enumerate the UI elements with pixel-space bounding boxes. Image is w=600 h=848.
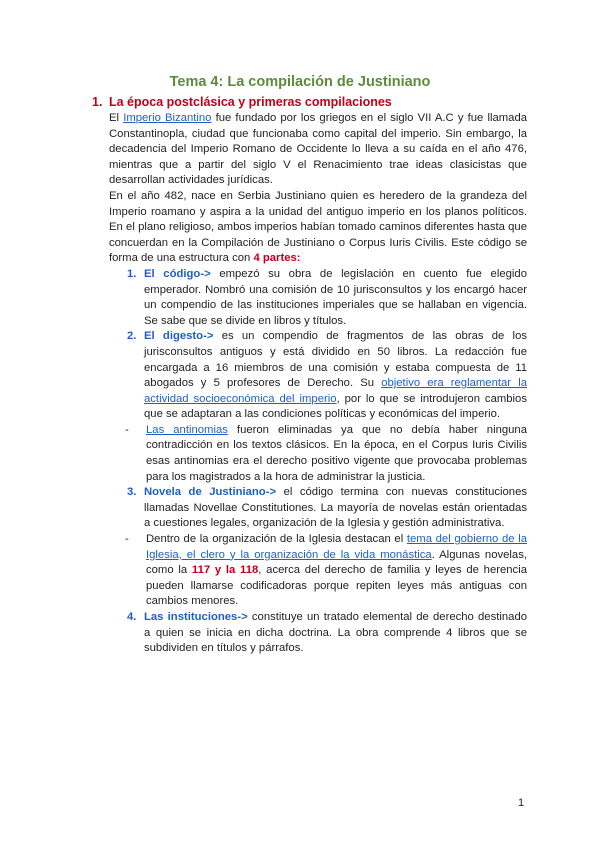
sub-item-text (146, 532, 527, 610)
sub-item-body: fueron eliminadas ya que no debía haber ninguna contradicción en los textos clásicos. En la época, en el Corpus Iuris Civilis esas antinomias era el derecho positivo vigente que provocaba problemas para los magistrados a la hora de administrar la justicia. (146, 423, 527, 483)
paragraph-2 (109, 189, 527, 267)
novelas-highlight: 117 y la 118 (191, 564, 259, 577)
parts-list-continued (109, 485, 527, 532)
section-heading-text: La época postclásica y primeras compilaciones (109, 95, 392, 109)
page-number: 1 (518, 797, 525, 809)
section-body (109, 111, 527, 657)
section-heading (92, 94, 542, 110)
list-item-label: Novela de Justiniano-> (144, 486, 277, 499)
paragraph-1-pre: El (109, 112, 124, 124)
list-item-instituciones (127, 610, 527, 657)
list-marker: 1. (127, 267, 137, 280)
section-number: 1. (92, 95, 103, 109)
list-item-body: es un compendio de fragmentos de las obras de los jurisconsultos antiguos y está dividido en 50 libros. La redacción fue encargada a 16 miembros de una comisión y estaba compuesta de 11 abogados y 5 profesores de Derecho. Su (144, 330, 528, 390)
list-item-novela (127, 485, 527, 532)
list-item-label: El digesto-> (144, 330, 214, 343)
list-item-body: empezó su obra de legislación en cuento fue elegido emperador. Nombró una comisión de 10 jurisconsultos y los encargó hacer un compendio de las instituciones imperiales que se hallaban en vigencia. Se sabe que se divide en libros y títulos. (144, 267, 527, 327)
parts-list-final (109, 610, 527, 657)
paragraph-2-highlight: 4 partes: (253, 252, 301, 265)
sub-item-body: Dentro de la organización de la Iglesia destacan el (146, 533, 407, 546)
parts-list (109, 267, 527, 423)
list-item-body-end: , por lo que se introdujeron cambios que se adaptaran a las condiciones políticas y económicas del imperio. (144, 392, 527, 421)
paragraph-1 (109, 111, 527, 189)
sub-item-body-mid: . Algunas novelas, como la (146, 548, 528, 577)
list-marker: 4. (127, 611, 137, 623)
list-item-text (144, 485, 527, 532)
list-item-label: El código-> (144, 267, 211, 280)
sub-item-iglesia (109, 532, 527, 610)
list-item-body: constituye un tratado elemental de derecho destinado a quien se inicia en dicha doctrina. La obra comprende 4 libros que se subdividen en títulos y párrafos. (144, 611, 528, 655)
list-item-text (144, 329, 527, 423)
link-imperio-bizantino[interactable]: Imperio Bizantino (123, 112, 212, 124)
list-item-text (144, 267, 527, 329)
list-item-label: Las instituciones-> (144, 611, 248, 623)
link-objetivo[interactable]: objetivo era reglamentar la actividad socioeconómica del imperio (144, 377, 527, 405)
paragraph-1-post: fue fundado por los griegos en el siglo VII A.C y fue llamada Constantinopla, ciudad que funcionaba como capital del imperio. Sin embargo, la decadencia del Imperio Romano de Occidente lo lleva a su caída en el año 476, mientras que a partir del siglo V el Renacimiento trae ideas clasicistas que desarrollan actividades jurídicas. (109, 112, 528, 187)
dash-marker: - (125, 423, 129, 436)
list-item-body: el código termina con nuevas constituciones llamadas Novellae Constitutiones. La mayoría de novelas están orientadas a cuestiones legales, organización de la Iglesia y gestión administrativa. (144, 486, 528, 530)
link-antinomias[interactable]: Las antinomias (146, 423, 228, 436)
page-title: Tema 4: La compilación de Justiniano (169, 74, 431, 90)
list-item-codigo (127, 267, 527, 329)
list-marker: 3. (127, 486, 137, 499)
list-marker: 2. (127, 330, 137, 343)
list-item-digesto (127, 329, 527, 423)
link-gobierno-iglesia[interactable]: tema del gobierno de la Iglesia, el clero y la organización de la vida monástica (146, 533, 527, 561)
sub-item-antinomias (109, 423, 527, 485)
list-item-text (144, 610, 527, 657)
sub-item-body-end: , acerca del derecho de familia y leyes de herencia pueden llamarse codificadoras porque repiten leyes más antiguas con cambios menores. (146, 564, 527, 608)
sub-item-text (146, 423, 527, 485)
paragraph-2-text: En el año 482, nace en Serbia Justiniano quien es heredero de la grandeza del Imperio roamano y aspira a la unidad del antiguo imperio en los planos políticos. En el plano religioso, ambos imperios habían tomado caminos diferentes hasta que concuerdan en la Compilación de Justiniano o Corpus Iuris Civilis. Este código se forma de una estructura con (109, 189, 527, 265)
dash-marker: - (125, 533, 129, 546)
